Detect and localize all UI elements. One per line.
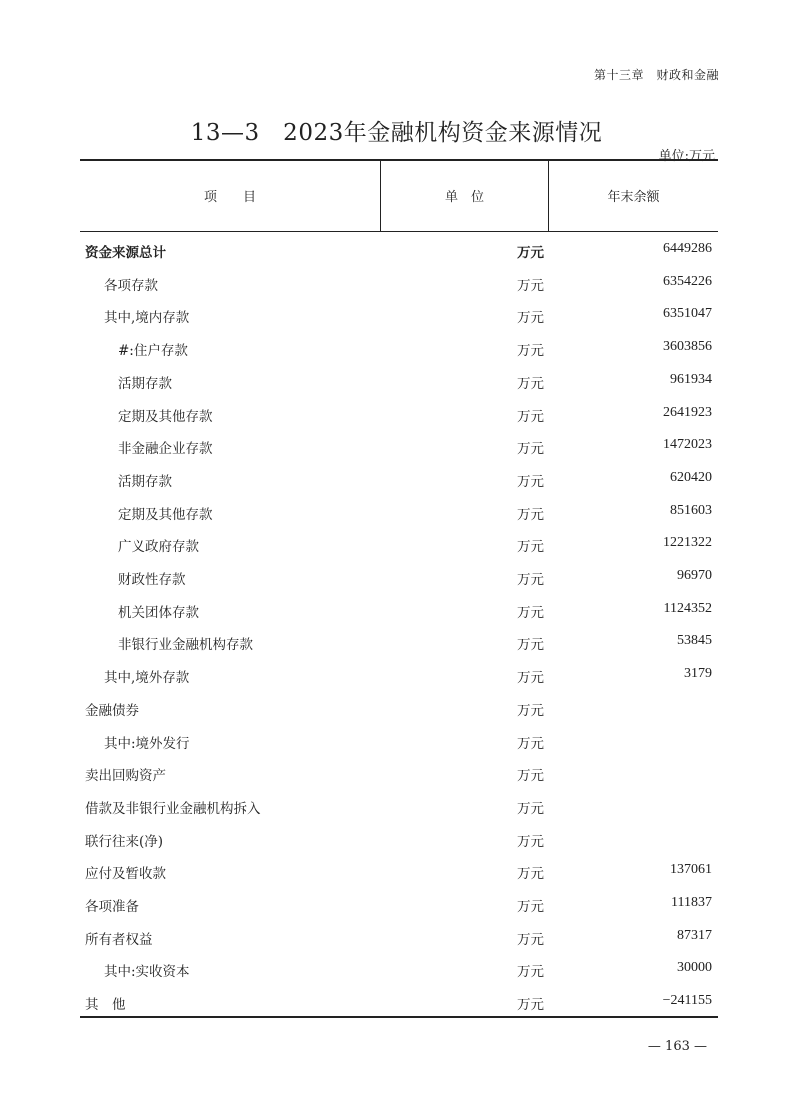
row-label: 所有者权益	[85, 931, 153, 948]
row-label: 卖出回购资产	[85, 768, 166, 785]
column-header-value: 年末余额	[607, 190, 660, 205]
chapter-header: 第十三章 财政和金融	[593, 68, 719, 82]
row-value: 96970	[677, 568, 712, 583]
row-unit: 万元	[517, 375, 544, 392]
row-label: 广义政府存款	[118, 539, 199, 556]
table-row	[80, 691, 718, 723]
table-header-rule	[80, 231, 718, 232]
row-unit: 万元	[517, 572, 544, 588]
row-unit: 万元	[517, 473, 544, 490]
row-label: 借款及非银行业金融机构拆入	[85, 800, 261, 817]
row-unit: 万元	[517, 245, 544, 261]
row-value: 1124352	[663, 600, 712, 616]
table-bottom-rule	[80, 1016, 718, 1018]
row-label: 各项准备	[85, 899, 139, 915]
row-value: −241155	[662, 993, 712, 1009]
row-value: 6449286	[663, 241, 712, 256]
row-value: 111837	[671, 895, 712, 910]
row-value: 1221322	[663, 535, 712, 551]
column-header-item: 项 目	[203, 190, 256, 205]
unit-note: 单位:万元	[658, 149, 715, 164]
row-value: 87317	[677, 927, 712, 943]
row-label: 非银行业金融机构存款	[118, 637, 253, 654]
table-row	[80, 364, 718, 396]
table-row	[80, 822, 718, 854]
row-label: 非金融企业存款	[118, 441, 213, 458]
row-label: 各项存款	[104, 277, 158, 294]
row-unit: 万元	[517, 343, 544, 360]
table-row	[80, 527, 718, 559]
row-value: 53845	[677, 633, 712, 649]
row-unit: 万元	[517, 670, 544, 687]
table-row	[80, 331, 718, 363]
row-label: 财政性存款	[118, 572, 186, 588]
table-row	[80, 397, 718, 429]
row-unit: 万元	[517, 964, 544, 981]
row-unit: 万元	[517, 735, 544, 752]
table-top-rule	[80, 159, 718, 161]
row-value: 6351047	[663, 306, 712, 322]
row-value: 620420	[670, 469, 712, 485]
row-label: 其中,境外存款	[104, 670, 190, 687]
table-row	[80, 724, 718, 756]
table-row	[80, 593, 718, 625]
table-row	[80, 658, 718, 690]
page-title: 13—3 2023年金融机构资金来源情况	[190, 120, 603, 146]
row-value: 137061	[670, 862, 712, 878]
table-row	[80, 985, 718, 1017]
row-label: 其中:实收资本	[104, 964, 190, 981]
row-unit: 万元	[517, 833, 544, 850]
row-label: 其中:境外发行	[104, 735, 190, 752]
row-unit: 万元	[517, 800, 544, 817]
row-value: 3179	[684, 666, 712, 682]
row-unit: 万元	[517, 931, 544, 948]
row-label: 活期存款	[118, 375, 172, 392]
page-number: — 163 —	[647, 1039, 707, 1054]
row-unit: 万元	[517, 310, 544, 327]
row-label: 活期存款	[118, 473, 172, 490]
row-value: 851603	[670, 502, 712, 518]
row-unit: 万元	[517, 702, 544, 719]
row-value: 961934	[670, 371, 712, 387]
table-row	[80, 233, 718, 265]
row-unit: 万元	[517, 277, 544, 294]
table-row	[80, 854, 718, 886]
row-unit: 万元	[517, 899, 544, 915]
row-label: 资金来源总计	[85, 245, 166, 261]
table-row	[80, 789, 718, 821]
row-label: 其 他	[85, 997, 126, 1014]
row-unit: 万元	[517, 866, 544, 883]
row-value: 2641923	[663, 404, 712, 420]
row-label: #:住户存款	[118, 343, 188, 360]
row-unit: 万元	[517, 997, 544, 1014]
table-row	[80, 952, 718, 984]
table-row	[80, 266, 718, 298]
table-row	[80, 495, 718, 527]
table-row	[80, 920, 718, 952]
row-label: 应付及暂收款	[85, 866, 166, 883]
table-row	[80, 560, 718, 592]
row-unit: 万元	[517, 768, 544, 785]
row-label: 定期及其他存款	[118, 408, 213, 425]
row-label: 定期及其他存款	[118, 506, 213, 523]
row-unit: 万元	[517, 539, 544, 556]
row-unit: 万元	[517, 408, 544, 425]
row-value: 1472023	[663, 437, 712, 453]
row-value: 3603856	[663, 339, 712, 355]
row-unit: 万元	[517, 441, 544, 458]
row-label: 联行往来(净)	[85, 833, 164, 850]
row-unit: 万元	[517, 506, 544, 523]
row-unit: 万元	[517, 637, 544, 654]
table-row	[80, 462, 718, 494]
table-row	[80, 429, 718, 461]
table-row	[80, 756, 718, 788]
column-header-unit: 单 位	[444, 190, 484, 205]
row-value: 30000	[677, 960, 712, 976]
row-unit: 万元	[517, 604, 544, 621]
row-label: 其中,境内存款	[104, 310, 190, 327]
row-label: 金融债券	[85, 702, 139, 719]
row-label: 机关团体存款	[118, 604, 199, 621]
table-row	[80, 625, 718, 657]
table-row	[80, 298, 718, 330]
table-row	[80, 887, 718, 919]
row-value: 6354226	[663, 273, 712, 289]
